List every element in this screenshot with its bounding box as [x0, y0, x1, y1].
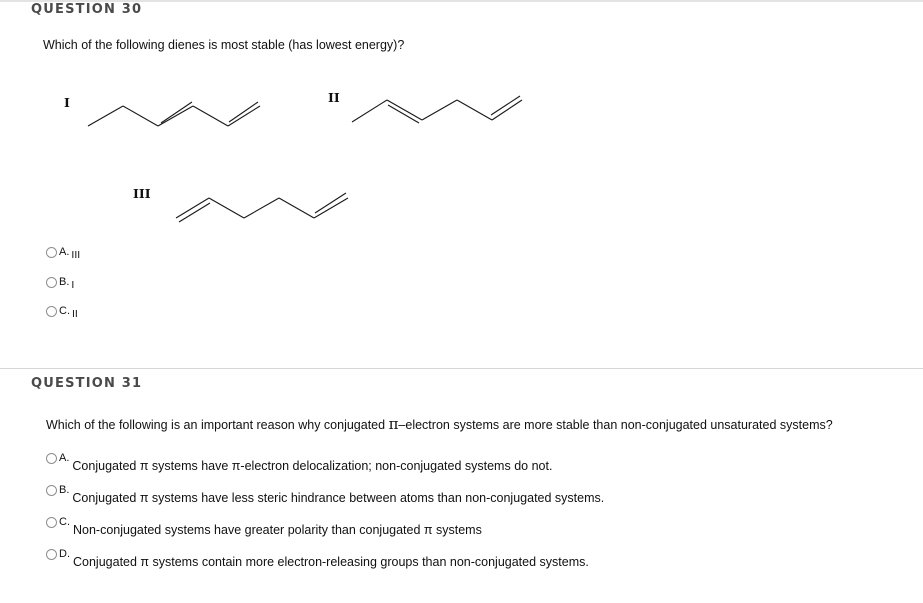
question-31-header: QUESTION 31 — [31, 376, 143, 391]
q30-option-b-text: I — [71, 279, 75, 291]
q30-option-b-letter: B. — [59, 276, 70, 288]
q31-option-d[interactable] — [46, 549, 589, 569]
q31-option-a-letter: A. — [59, 452, 70, 464]
q31-option-d-text: Conjugated π systems contain more electron-releasing groups than non-conjugated systems. — [73, 555, 589, 569]
q30-option-c-letter: C. — [59, 305, 70, 317]
q31-option-a-radio[interactable] — [46, 453, 57, 464]
question-31-prompt-start: Which of the following is an important reason why conjugated — [46, 418, 389, 432]
q30-option-a-letter: A. — [59, 246, 70, 258]
structure-label-i: I — [64, 95, 70, 110]
q31-option-b[interactable] — [46, 485, 604, 505]
q31-option-c-letter: C. — [59, 516, 70, 528]
question-31-prompt — [46, 415, 833, 433]
q31-option-c-text: Non-conjugated systems have greater polarity than conjugated π systems — [73, 523, 482, 537]
structure-iii-diene — [176, 192, 351, 224]
question-30-prompt: Which of the following dienes is most stable (has lowest energy)? — [43, 38, 405, 52]
q30-option-b[interactable] — [46, 277, 74, 289]
q31-option-d-radio[interactable] — [46, 549, 57, 560]
pi-symbol: π — [388, 415, 399, 433]
question-divider — [0, 368, 923, 369]
q30-option-c-radio[interactable] — [46, 306, 57, 317]
q30-option-a[interactable] — [46, 247, 80, 259]
structure-ii-diene — [352, 96, 527, 126]
q30-option-c-text: II — [72, 308, 78, 320]
q31-option-a[interactable] — [46, 453, 552, 473]
question-30-header: QUESTION 30 — [31, 2, 143, 17]
q30-option-c[interactable] — [46, 306, 78, 318]
q30-option-b-radio[interactable] — [46, 277, 57, 288]
q30-option-a-radio[interactable] — [46, 247, 57, 258]
q31-option-b-radio[interactable] — [46, 485, 57, 496]
q31-option-d-letter: D. — [59, 548, 70, 560]
q31-option-b-text: Conjugated π systems have less steric hindrance between atoms than non-conjugated systems. — [72, 491, 605, 505]
q31-option-c[interactable] — [46, 517, 482, 537]
question-31-prompt-end: –electron systems are more stable than non-conjugated unsaturated systems? — [398, 418, 833, 432]
q31-option-b-letter: B. — [59, 484, 70, 496]
q30-option-a-text: III — [71, 249, 81, 261]
q31-option-a-text: Conjugated π systems have π-electron delocalization; non-conjugated systems do not. — [72, 459, 553, 473]
q31-option-c-radio[interactable] — [46, 517, 57, 528]
structure-label-ii: II — [328, 90, 340, 105]
structure-i-diene — [88, 100, 263, 130]
structure-label-iii: III — [133, 186, 151, 201]
